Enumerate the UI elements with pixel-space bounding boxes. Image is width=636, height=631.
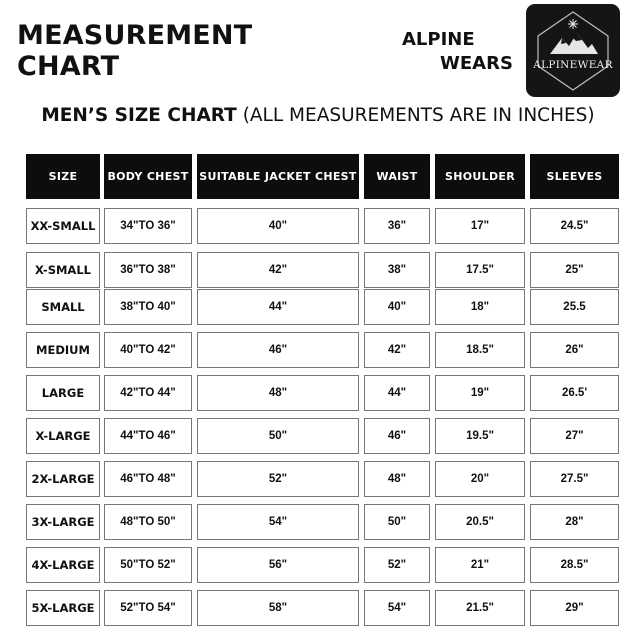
cell-body-chest: 40"TO 42" — [104, 332, 192, 368]
brand-line-2: WEARS — [440, 53, 513, 74]
cell-shoulder: 21.5" — [435, 590, 525, 626]
title-line-1: MEASUREMENT — [17, 20, 253, 51]
cell-shoulder: 17.5" — [435, 252, 525, 288]
cell-waist: 46" — [364, 418, 430, 454]
cell-sleeves: 25.5 — [530, 289, 619, 325]
cell-size: 2X-LARGE — [26, 461, 100, 497]
cell-waist: 38" — [364, 252, 430, 288]
column-header-size: SIZE — [26, 154, 100, 199]
cell-waist: 50" — [364, 504, 430, 540]
subtitle-bold: MEN’S SIZE CHART — [41, 105, 237, 126]
cell-shoulder: 18" — [435, 289, 525, 325]
cell-sleeves: 24.5" — [530, 208, 619, 244]
cell-body-chest: 34"TO 36" — [104, 208, 192, 244]
cell-body-chest: 52"TO 54" — [104, 590, 192, 626]
cell-size: 4X-LARGE — [26, 547, 100, 583]
cell-sleeves: 29" — [530, 590, 619, 626]
logo-label: ALPINEWEAR — [533, 59, 613, 71]
cell-jacket-chest: 42" — [197, 252, 359, 288]
cell-body-chest: 38"TO 40" — [104, 289, 192, 325]
cell-body-chest: 42"TO 44" — [104, 375, 192, 411]
cell-shoulder: 21" — [435, 547, 525, 583]
cell-shoulder: 20.5" — [435, 504, 525, 540]
cell-waist: 48" — [364, 461, 430, 497]
cell-size: 3X-LARGE — [26, 504, 100, 540]
cell-size: MEDIUM — [26, 332, 100, 368]
column-header-waist: WAIST — [364, 154, 430, 199]
cell-waist: 52" — [364, 547, 430, 583]
cell-shoulder: 19" — [435, 375, 525, 411]
cell-size: XX-SMALL — [26, 208, 100, 244]
column-header-sleeves: SLEEVES — [530, 154, 619, 199]
cell-sleeves: 28" — [530, 504, 619, 540]
cell-sleeves: 27" — [530, 418, 619, 454]
cell-waist: 36" — [364, 208, 430, 244]
cell-shoulder: 19.5" — [435, 418, 525, 454]
cell-waist: 44" — [364, 375, 430, 411]
cell-jacket-chest: 52" — [197, 461, 359, 497]
cell-shoulder: 20" — [435, 461, 525, 497]
cell-jacket-chest: 50" — [197, 418, 359, 454]
cell-size: SMALL — [26, 289, 100, 325]
cell-jacket-chest: 44" — [197, 289, 359, 325]
cell-sleeves: 26" — [530, 332, 619, 368]
cell-body-chest: 48"TO 50" — [104, 504, 192, 540]
cell-body-chest: 36"TO 38" — [104, 252, 192, 288]
cell-jacket-chest: 48" — [197, 375, 359, 411]
cell-size: X-LARGE — [26, 418, 100, 454]
cell-jacket-chest: 54" — [197, 504, 359, 540]
column-header-body-chest: BODY CHEST — [104, 154, 192, 199]
column-header-jacket-chest: SUITABLE JACKET CHEST — [197, 154, 359, 199]
cell-jacket-chest: 40" — [197, 208, 359, 244]
subtitle-rest: (ALL MEASUREMENTS ARE IN INCHES) — [242, 105, 595, 126]
cell-sleeves: 27.5" — [530, 461, 619, 497]
cell-jacket-chest: 46" — [197, 332, 359, 368]
brand-line-1: ALPINE — [402, 29, 475, 50]
cell-shoulder: 17" — [435, 208, 525, 244]
cell-size: LARGE — [26, 375, 100, 411]
cell-jacket-chest: 56" — [197, 547, 359, 583]
cell-size: 5X-LARGE — [26, 590, 100, 626]
cell-sleeves: 26.5' — [530, 375, 619, 411]
cell-body-chest: 46"TO 48" — [104, 461, 192, 497]
cell-waist: 54" — [364, 590, 430, 626]
title-line-2: CHART — [17, 51, 120, 82]
cell-body-chest: 44"TO 46" — [104, 418, 192, 454]
cell-sleeves: 25" — [530, 252, 619, 288]
column-header-shoulder: SHOULDER — [435, 154, 525, 199]
cell-waist: 42" — [364, 332, 430, 368]
cell-size: X-SMALL — [26, 252, 100, 288]
cell-shoulder: 18.5" — [435, 332, 525, 368]
cell-body-chest: 50"TO 52" — [104, 547, 192, 583]
cell-jacket-chest: 58" — [197, 590, 359, 626]
cell-sleeves: 28.5" — [530, 547, 619, 583]
cell-waist: 40" — [364, 289, 430, 325]
